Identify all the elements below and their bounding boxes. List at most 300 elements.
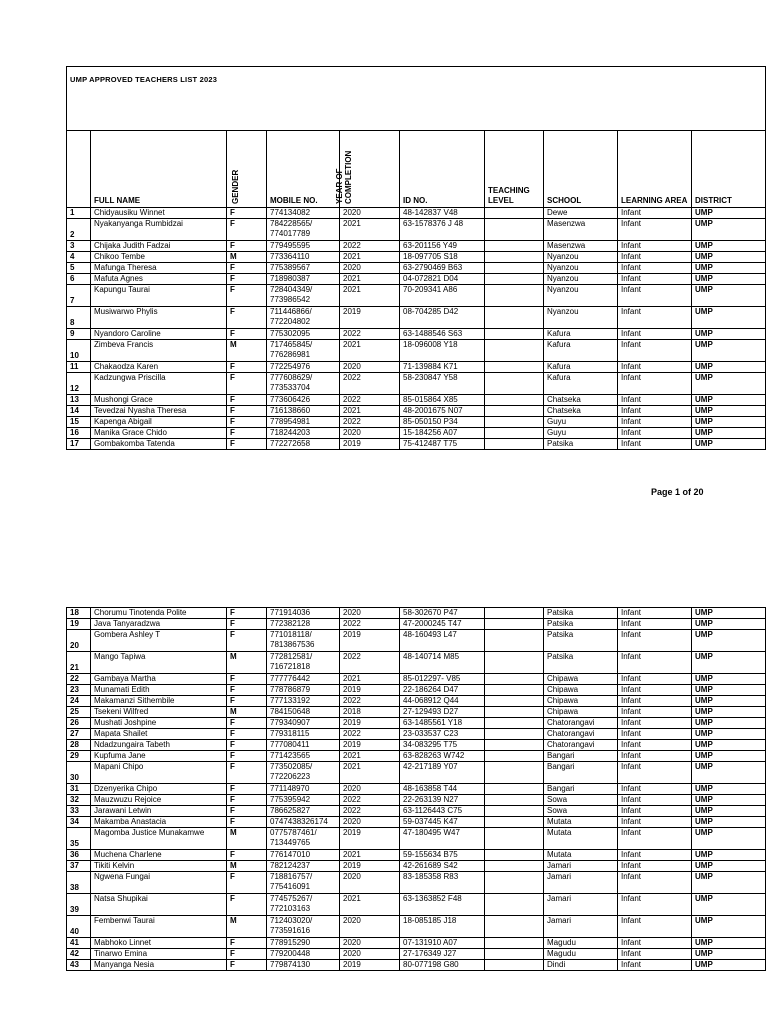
school-cell: Bangari [544, 751, 618, 762]
school-cell: Nyanzou [544, 252, 618, 263]
row-number: 43 [67, 960, 91, 971]
table-row [67, 850, 766, 861]
district-cell: UMP [692, 362, 766, 373]
school-cell: Patsika [544, 652, 618, 674]
row-number: 32 [67, 795, 91, 806]
year-cell: 2020 [340, 608, 400, 619]
id-cell: 71-139884 K71 [400, 362, 485, 373]
teaching-level-cell [485, 707, 544, 718]
row-number: 37 [67, 861, 91, 872]
table-row [67, 861, 766, 872]
school-cell: Magudu [544, 949, 618, 960]
gender-cell: F [227, 817, 267, 828]
mobile-cell: 776147010 [267, 850, 340, 861]
row-number: 41 [67, 938, 91, 949]
row-number: 9 [67, 329, 91, 340]
teaching-level-cell [485, 241, 544, 252]
header-teaching-level: TEACHING LEVEL [485, 131, 544, 208]
row-number: 20 [67, 630, 91, 652]
row-number: 3 [67, 241, 91, 252]
district-cell: UMP [692, 252, 766, 263]
id-cell: 58-302670 P47 [400, 608, 485, 619]
gender-cell: M [227, 828, 267, 850]
district-cell: UMP [692, 806, 766, 817]
year-cell: 2022 [340, 329, 400, 340]
full-name-cell: Dzenyerika Chipo [91, 784, 227, 795]
full-name-cell: Tsekeni Wilfred [91, 707, 227, 718]
mobile-cell: 772254976 [267, 362, 340, 373]
mobile-cell: 777133192 [267, 696, 340, 707]
teaching-level-cell [485, 795, 544, 806]
teaching-level-cell [485, 362, 544, 373]
mobile-cell: 771423565 [267, 751, 340, 762]
gender-cell: F [227, 696, 267, 707]
full-name-cell: Nyakanyanga Rumbidzai [91, 219, 227, 241]
row-number: 19 [67, 619, 91, 630]
full-name-cell: Mafunga Theresa [91, 263, 227, 274]
full-name-cell: Zimbeva Francis [91, 340, 227, 362]
teaching-level-cell [485, 219, 544, 241]
header-gender: GENDER [227, 131, 267, 208]
id-cell: 85-050150 P34 [400, 417, 485, 428]
teaching-level-cell [485, 307, 544, 329]
school-cell: Patsika [544, 619, 618, 630]
teaching-level-cell [485, 949, 544, 960]
learning-area-cell: Infant [618, 674, 692, 685]
learning-area-cell: Infant [618, 949, 692, 960]
gender-cell: M [227, 340, 267, 362]
row-number: 11 [67, 362, 91, 373]
table-row [67, 417, 766, 428]
row-number: 28 [67, 740, 91, 751]
gender-cell: M [227, 861, 267, 872]
learning-area-cell: Infant [618, 652, 692, 674]
id-cell: 63-1126443 C75 [400, 806, 485, 817]
row-number: 15 [67, 417, 91, 428]
table-row [67, 916, 766, 938]
header-school: SCHOOL [544, 131, 618, 208]
row-number: 31 [67, 784, 91, 795]
id-cell: 22-186264 D47 [400, 685, 485, 696]
header-mobile: MOBILE NO. [267, 131, 340, 208]
full-name-cell: Tevedzai Nyasha Theresa [91, 406, 227, 417]
learning-area-cell: Infant [618, 263, 692, 274]
full-name-cell: Gambaya Martha [91, 674, 227, 685]
header-row [67, 131, 766, 208]
row-number: 5 [67, 263, 91, 274]
gender-cell: F [227, 307, 267, 329]
gender-cell: F [227, 740, 267, 751]
full-name-cell: Ndadzungaira Tabeth [91, 740, 227, 751]
full-name-cell: Munamati Edith [91, 685, 227, 696]
year-cell: 2021 [340, 406, 400, 417]
gender-cell: F [227, 850, 267, 861]
table-row [67, 208, 766, 219]
learning-area-cell: Infant [618, 817, 692, 828]
header-number [67, 131, 91, 208]
teaching-level-cell [485, 828, 544, 850]
row-number: 40 [67, 916, 91, 938]
row-number: 10 [67, 340, 91, 362]
school-cell: Mutata [544, 817, 618, 828]
teaching-level-cell [485, 960, 544, 971]
header-id: ID NO. [400, 131, 485, 208]
year-cell: 2019 [340, 828, 400, 850]
teaching-level-cell [485, 718, 544, 729]
learning-area-cell: Infant [618, 685, 692, 696]
mobile-cell: 773502085/ 772206223 [267, 762, 340, 784]
table-row [67, 329, 766, 340]
row-number: 26 [67, 718, 91, 729]
table-row [67, 751, 766, 762]
mobile-cell: 779318115 [267, 729, 340, 740]
full-name-cell: Kupfuma Jane [91, 751, 227, 762]
district-cell: UMP [692, 263, 766, 274]
mobile-cell: 716138660 [267, 406, 340, 417]
gender-cell: F [227, 439, 267, 450]
learning-area-cell: Infant [618, 729, 692, 740]
district-cell: UMP [692, 949, 766, 960]
school-cell: Chipawa [544, 674, 618, 685]
table-row [67, 307, 766, 329]
full-name-cell: Mapani Chipo [91, 762, 227, 784]
teaching-level-cell [485, 252, 544, 263]
row-number: 42 [67, 949, 91, 960]
id-cell: 59-155634 B75 [400, 850, 485, 861]
year-cell: 2020 [340, 916, 400, 938]
year-cell: 2022 [340, 729, 400, 740]
teaching-level-cell [485, 652, 544, 674]
school-cell: Dewe [544, 208, 618, 219]
teachers-table-page-1 [66, 66, 766, 450]
row-number: 27 [67, 729, 91, 740]
row-number: 8 [67, 307, 91, 329]
teaching-level-cell [485, 872, 544, 894]
id-cell: 48-2001675 N07 [400, 406, 485, 417]
teaching-level-cell [485, 740, 544, 751]
district-cell: UMP [692, 718, 766, 729]
learning-area-cell: Infant [618, 762, 692, 784]
school-cell: Patsika [544, 630, 618, 652]
year-cell: 2022 [340, 395, 400, 406]
year-cell: 2022 [340, 619, 400, 630]
district-cell: UMP [692, 685, 766, 696]
row-number: 38 [67, 872, 91, 894]
id-cell: 48-160493 L47 [400, 630, 485, 652]
year-cell: 2022 [340, 652, 400, 674]
district-cell: UMP [692, 828, 766, 850]
teaching-level-cell [485, 894, 544, 916]
mobile-cell: 718816757/ 775416091 [267, 872, 340, 894]
mobile-cell: 777776442 [267, 674, 340, 685]
year-cell: 2020 [340, 817, 400, 828]
mobile-cell: 728404349/ 773986542 [267, 285, 340, 307]
school-cell: Jamari [544, 894, 618, 916]
teaching-level-cell [485, 685, 544, 696]
teaching-level-cell [485, 850, 544, 861]
id-cell: 23-033537 C23 [400, 729, 485, 740]
teaching-level-cell [485, 263, 544, 274]
full-name-cell: Jarawani Letwin [91, 806, 227, 817]
district-cell: UMP [692, 784, 766, 795]
year-cell: 2022 [340, 806, 400, 817]
id-cell: 27-129493 D27 [400, 707, 485, 718]
school-cell: Bangari [544, 784, 618, 795]
full-name-cell: Mafuta Agnes [91, 274, 227, 285]
row-number: 21 [67, 652, 91, 674]
gender-cell: F [227, 208, 267, 219]
learning-area-cell: Infant [618, 938, 692, 949]
table-row [67, 652, 766, 674]
district-cell: UMP [692, 406, 766, 417]
full-name-cell: Chidyausiku Winnet [91, 208, 227, 219]
id-cell: 22-263139 N27 [400, 795, 485, 806]
header-learning-area: LEARNING AREA [618, 131, 692, 208]
gender-cell: F [227, 685, 267, 696]
school-cell: Kafura [544, 362, 618, 373]
gender-cell: F [227, 960, 267, 971]
year-cell: 2022 [340, 373, 400, 395]
year-cell: 2021 [340, 252, 400, 263]
gender-cell: F [227, 329, 267, 340]
learning-area-cell: Infant [618, 329, 692, 340]
id-cell: 27-176349 J27 [400, 949, 485, 960]
year-cell: 2019 [340, 630, 400, 652]
gender-cell: F [227, 784, 267, 795]
row-number: 1 [67, 208, 91, 219]
id-cell: 63-1578376 J 48 [400, 219, 485, 241]
learning-area-cell: Infant [618, 696, 692, 707]
id-cell: 48-140714 M85 [400, 652, 485, 674]
mobile-cell: 0775787461/ 713449765 [267, 828, 340, 850]
gender-cell: F [227, 362, 267, 373]
year-cell: 2020 [340, 949, 400, 960]
school-cell: Guyu [544, 417, 618, 428]
school-cell: Chipawa [544, 685, 618, 696]
year-cell: 2021 [340, 850, 400, 861]
table-row [67, 373, 766, 395]
school-cell: Jamari [544, 861, 618, 872]
row-number: 29 [67, 751, 91, 762]
table-row [67, 263, 766, 274]
gender-cell: F [227, 762, 267, 784]
row-number: 18 [67, 608, 91, 619]
teaching-level-cell [485, 395, 544, 406]
school-cell: Nyanzou [544, 274, 618, 285]
school-cell: Sowa [544, 806, 618, 817]
learning-area-cell: Infant [618, 340, 692, 362]
mobile-cell: 718980387 [267, 274, 340, 285]
row-number: 17 [67, 439, 91, 450]
full-name-cell: Fembenwi Taurai [91, 916, 227, 938]
row-number: 24 [67, 696, 91, 707]
district-cell: UMP [692, 208, 766, 219]
table-row [67, 729, 766, 740]
id-cell: 34-083295 T75 [400, 740, 485, 751]
school-cell: Jamari [544, 872, 618, 894]
row-number: 12 [67, 373, 91, 395]
year-cell: 2019 [340, 861, 400, 872]
year-cell: 2022 [340, 696, 400, 707]
school-cell: Kafura [544, 340, 618, 362]
year-cell: 2018 [340, 707, 400, 718]
full-name-cell: Kapenga Abigail [91, 417, 227, 428]
gender-cell: M [227, 652, 267, 674]
gender-cell: F [227, 285, 267, 307]
id-cell: 63-1363852 F48 [400, 894, 485, 916]
year-cell: 2021 [340, 674, 400, 685]
learning-area-cell: Infant [618, 274, 692, 285]
mobile-cell: 784228565/ 774017789 [267, 219, 340, 241]
row-number: 35 [67, 828, 91, 850]
mobile-cell: 774134082 [267, 208, 340, 219]
id-cell: 18-097705 S18 [400, 252, 485, 263]
district-cell: UMP [692, 696, 766, 707]
full-name-cell: Chikoo Tembe [91, 252, 227, 263]
mobile-cell: 778786879 [267, 685, 340, 696]
row-number: 30 [67, 762, 91, 784]
id-cell: 83-185358 R83 [400, 872, 485, 894]
row-number: 36 [67, 850, 91, 861]
mobile-cell: 775395942 [267, 795, 340, 806]
id-cell: 07-131910 A07 [400, 938, 485, 949]
full-name-cell: Makamanzi Sithembile [91, 696, 227, 707]
year-cell: 2021 [340, 274, 400, 285]
teaching-level-cell [485, 938, 544, 949]
table-row [67, 707, 766, 718]
table-row [67, 285, 766, 307]
school-cell: Masenzwa [544, 241, 618, 252]
learning-area-cell: Infant [618, 872, 692, 894]
mobile-cell: 772382128 [267, 619, 340, 630]
full-name-cell: Mauzwuzu Rejoice [91, 795, 227, 806]
id-cell: 63-1485561 Y18 [400, 718, 485, 729]
id-cell: 18-096008 Y18 [400, 340, 485, 362]
learning-area-cell: Infant [618, 707, 692, 718]
row-number: 34 [67, 817, 91, 828]
mobile-cell: 775389567 [267, 263, 340, 274]
gender-cell: F [227, 674, 267, 685]
full-name-cell: Chijaka Judith Fadzai [91, 241, 227, 252]
header-year: YEAR OF COMPLETION [340, 131, 400, 208]
teaching-level-cell [485, 762, 544, 784]
learning-area-cell: Infant [618, 751, 692, 762]
teaching-level-cell [485, 439, 544, 450]
district-cell: UMP [692, 329, 766, 340]
id-cell: 04-072821 D04 [400, 274, 485, 285]
id-cell: 85-015864 X85 [400, 395, 485, 406]
full-name-cell: Musiwarwo Phylis [91, 307, 227, 329]
full-name-cell: Gombakomba Tatenda [91, 439, 227, 450]
full-name-cell: Nyandoro Caroline [91, 329, 227, 340]
teaching-level-cell [485, 696, 544, 707]
mobile-cell: 775302095 [267, 329, 340, 340]
header-district: DISTRICT [692, 131, 766, 208]
school-cell: Sowa [544, 795, 618, 806]
year-cell: 2021 [340, 762, 400, 784]
year-cell: 2022 [340, 241, 400, 252]
district-cell: UMP [692, 630, 766, 652]
gender-cell: F [227, 241, 267, 252]
teaching-level-cell [485, 274, 544, 285]
gender-cell: F [227, 619, 267, 630]
school-cell: Mutata [544, 828, 618, 850]
id-cell: 15-184256 A07 [400, 428, 485, 439]
learning-area-cell: Infant [618, 861, 692, 872]
district-cell: UMP [692, 219, 766, 241]
district-cell: UMP [692, 395, 766, 406]
district-cell: UMP [692, 740, 766, 751]
mobile-cell: 773364110 [267, 252, 340, 263]
full-name-cell: Kadzungwa Priscilla [91, 373, 227, 395]
school-cell: Patsika [544, 439, 618, 450]
table-row [67, 362, 766, 373]
row-number: 16 [67, 428, 91, 439]
id-cell: 58-230847 Y58 [400, 373, 485, 395]
row-number: 23 [67, 685, 91, 696]
table-row [67, 395, 766, 406]
mobile-cell: 771914036 [267, 608, 340, 619]
learning-area-cell: Infant [618, 718, 692, 729]
district-cell: UMP [692, 608, 766, 619]
table-row [67, 817, 766, 828]
table-row [67, 340, 766, 362]
gender-cell: F [227, 274, 267, 285]
teaching-level-cell [485, 630, 544, 652]
teaching-level-cell [485, 861, 544, 872]
full-name-cell: Mabhoko Linnet [91, 938, 227, 949]
id-cell: 47-2000245 T47 [400, 619, 485, 630]
year-cell: 2020 [340, 362, 400, 373]
mobile-cell: 711446866/ 772204802 [267, 307, 340, 329]
table-row [67, 428, 766, 439]
table-row [67, 630, 766, 652]
district-cell: UMP [692, 751, 766, 762]
full-name-cell: Mushati Joshpine [91, 718, 227, 729]
table-row [67, 762, 766, 784]
school-cell: Kafura [544, 373, 618, 395]
school-cell: Masenzwa [544, 219, 618, 241]
full-name-cell: Chorumu Tinotenda Polite [91, 608, 227, 619]
id-cell: 75-412487 T75 [400, 439, 485, 450]
id-cell: 44-068912 Q44 [400, 696, 485, 707]
district-cell: UMP [692, 428, 766, 439]
full-name-cell: Mushongi Grace [91, 395, 227, 406]
school-cell: Mutata [544, 850, 618, 861]
teaching-level-cell [485, 729, 544, 740]
year-cell: 2020 [340, 938, 400, 949]
learning-area-cell: Infant [618, 252, 692, 263]
mobile-cell: 773606426 [267, 395, 340, 406]
learning-area-cell: Infant [618, 619, 692, 630]
mobile-cell: 778915290 [267, 938, 340, 949]
teaching-level-cell [485, 417, 544, 428]
table-row [67, 252, 766, 263]
teachers-table-page-2 [66, 607, 766, 971]
district-cell: UMP [692, 674, 766, 685]
district-cell: UMP [692, 373, 766, 395]
learning-area-cell: Infant [618, 850, 692, 861]
gender-cell: F [227, 751, 267, 762]
id-cell: 48-163858 T44 [400, 784, 485, 795]
school-cell: Chatseka [544, 395, 618, 406]
mobile-cell: 779874130 [267, 960, 340, 971]
learning-area-cell: Infant [618, 373, 692, 395]
learning-area-cell: Infant [618, 630, 692, 652]
year-cell: 2019 [340, 307, 400, 329]
header-full-name: FULL NAME [91, 131, 227, 208]
learning-area-cell: Infant [618, 439, 692, 450]
